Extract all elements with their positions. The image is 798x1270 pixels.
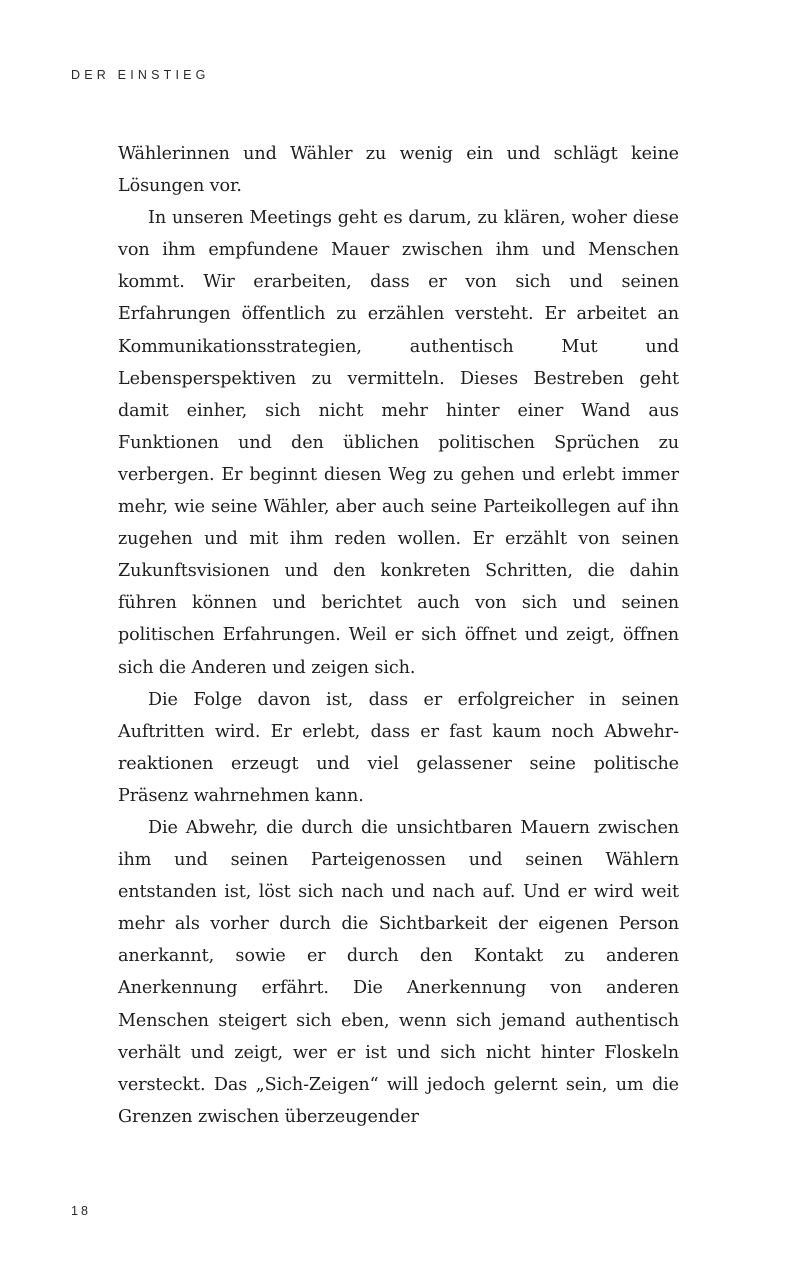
running-head-title: DER EINSTIEG [71, 68, 210, 82]
paragraph-3: Die Folge davon ist, dass er erfolgreicher in seinen Auftritten wird. Er erlebt, dass er fast kaum noch Abwehrreaktionen erzeugt und viel gelassener seine politische Präsenz wahrnehmen kann. [118, 689, 679, 806]
page-number: 18 [71, 1204, 91, 1218]
paragraph-2: In unseren Meetings geht es darum, zu klären, woher diese von ihm empfundene Mauer zwischen ihm und Menschen kommt. Wir erarbeiten, dass er von sich und seinen Erfahrungen öffentlich zu erzählen versteht. Er arbeitet an Kommunikationsstrategien, authentisch Mut und Lebensperspektiven zu vermitteln. Dieses Bestreben geht damit einher, sich nicht mehr hinter einer Wand aus Funktionen und den üblichen politischen Sprüchen zu verbergen. Er beginnt diesen Weg zu gehen und erlebt immer mehr, wie seine Wähler, aber auch seine Parteikollegen auf ihn zugehen und mit ihm reden wollen. Er erzählt von seinen Zukunftsvisionen und den konkreten Schritten, die dahin führen können und berichtet auch von sich und seinen politischen Erfahrungen. Weil er sich öffnet und zeigt, öffnen sich die Anderen und zeigen sich. [118, 208, 679, 678]
paragraph-1: Wählerinnen und Wähler zu wenig ein und schlägt keine Lösungen vor. [118, 144, 679, 197]
body-text [118, 138, 679, 1133]
paragraph-4: Die Abwehr, die durch die unsichtbaren Mauern zwischen ihm und seinen Parteigenossen und seinen Wählern entstanden ist, löst sich nach und nach auf. Und er wird weit mehr als vorher durch die Sichtbarkeit der eigenen Person anerkannt, sowie er durch den Kontakt zu anderen Anerkennung erfährt. Die Anerkennung von anderen Menschen steigert sich eben, wenn sich jemand authentisch verhält und zeigt, wer er ist und sich nicht hinter Floskeln versteckt. Das „Sich-Zeigen“ will jedoch gelernt sein, um die Grenzen zwischen überzeugender [118, 817, 679, 1127]
